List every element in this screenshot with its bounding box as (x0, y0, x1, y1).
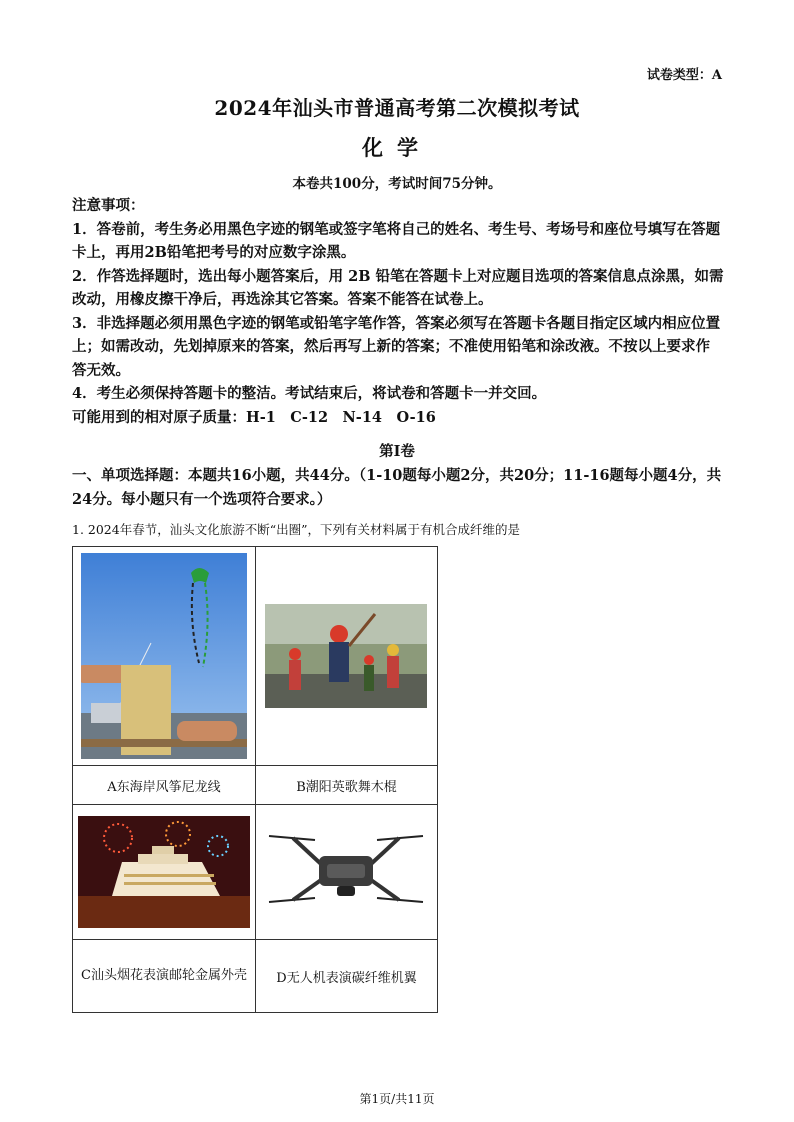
note-item: 3．非选择题必须用黑色字迹的钢笔或铅笔字笔作答，答案必须写在答题卡各题目指定区域内相应位置上；如需改动，先划掉原来的答案，然后再写上新的答案；不准使用铅笔和涂改液。不按以上要求作答无效。 (72, 314, 721, 379)
paper-type: 试卷类型：A (646, 68, 722, 83)
yingge-dance-photo (265, 604, 427, 708)
subject-title: 化学 (362, 135, 432, 160)
note-item: 1．答卷前，考生务必用黑色字迹的钢笔或签字笔将自己的姓名、考生号、考场号和座位号填写在答题卡上，再用2B铅笔把考号的对应数字涂黑。 (72, 220, 721, 261)
notes-block (72, 194, 724, 429)
note-item: 2．作答选择题时，选出每小题答案后，用 2B 铅笔在答题卡上对应题目选项的答案信息点涂黑，如需改动，用橡皮擦干净后，再选涂其它答案。答案不能答在试卷上。 (72, 267, 724, 308)
option-c-image-cell (73, 805, 256, 940)
option-a-label: A东海岸风筝尼龙线 (73, 766, 256, 805)
section-instructions (72, 464, 724, 511)
notes-heading: 注意事项： (72, 197, 145, 214)
fireworks-cruise-ship-photo (78, 816, 250, 928)
page-number: 第1页/共11页 (359, 1092, 435, 1106)
option-d-label: D无人机表演碳纤维机翼 (255, 940, 437, 1013)
option-a-image-cell (73, 547, 256, 766)
question-1-stem: 1. 2024年春节，汕头文化旅游不断“出圈”，下列有关材料属于有机合成纤维的是 (72, 522, 520, 537)
question-1-options-table (72, 546, 438, 1013)
note-item: 4．考生必须保持答题卡的整洁。考试结束后，将试卷和答题卡一并交回。 (72, 385, 547, 402)
exam-meta: 本卷共100分，考试时间75分钟。 (292, 176, 502, 192)
option-b-label: B潮阳英歌舞木棍 (255, 766, 437, 805)
option-b-image-cell (255, 547, 437, 766)
instructions-text: 一、单项选择题：本题共16小题，共44分。（1-10题每小题2分，共20分；11-16题每小题4分，共24分。每小题只有一个选项符合要求。） (72, 467, 722, 508)
option-c-label: C汕头烟花表演邮轮金属外壳 (73, 940, 256, 1013)
atomic-masses: 可能用到的相对原子质量：H-1 C-12 N-14 O-16 (72, 408, 436, 426)
exam-title: 2024年汕头市普通高考第二次模拟考试 (214, 96, 580, 120)
option-d-image-cell (255, 805, 437, 940)
kite-nylon-thread-photo (81, 553, 247, 759)
drone-photo (265, 824, 427, 920)
section-title: 第Ⅰ卷 (379, 443, 415, 460)
